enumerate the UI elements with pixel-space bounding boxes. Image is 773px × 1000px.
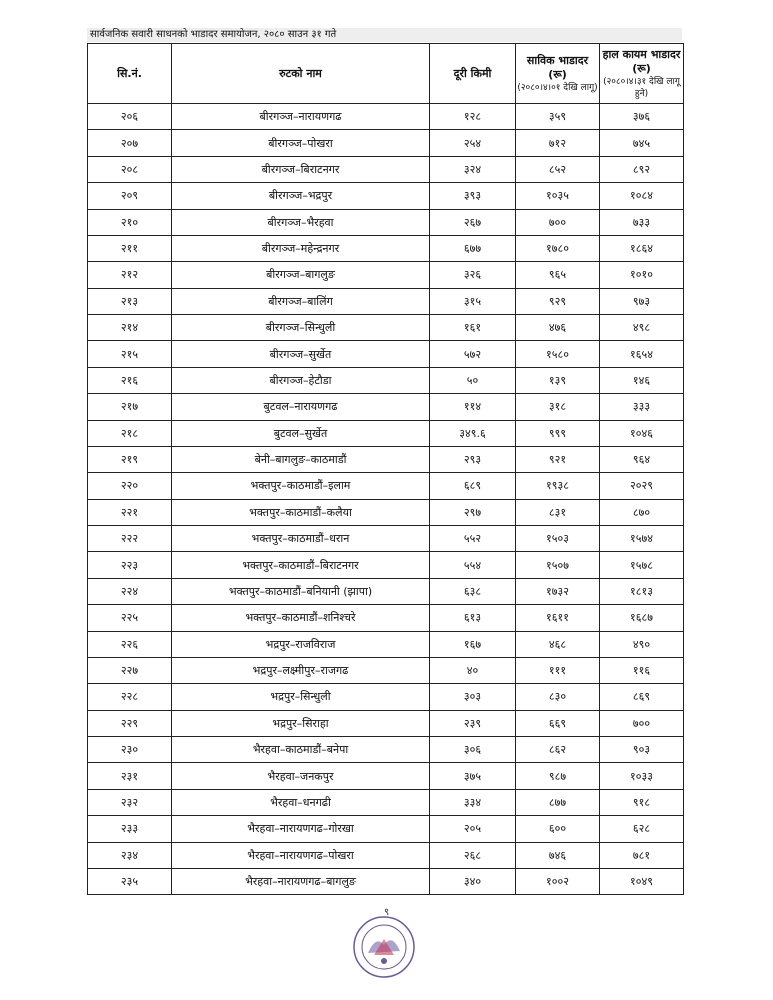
cell-route: भक्तपुर–काठमाडौं–इलाम (172, 473, 430, 499)
cell-sn: २३१ (88, 763, 172, 789)
table-row (88, 235, 684, 261)
cell-old-fare: ८७७ (516, 789, 600, 815)
table-row (88, 710, 684, 736)
cell-sn: २२३ (88, 552, 172, 578)
cell-distance: २३९ (430, 710, 516, 736)
cell-new-fare: १६५४ (600, 341, 684, 367)
table-row (88, 183, 684, 209)
cell-new-fare: ७०० (600, 710, 684, 736)
cell-new-fare: ११६ (600, 657, 684, 683)
cell-route: भैरहवा–नारायणगढ–पोखरा (172, 842, 430, 868)
header-sn: सि.नं. (88, 44, 172, 104)
cell-sn: २०६ (88, 104, 172, 130)
cell-sn: २१६ (88, 367, 172, 393)
cell-distance: २९३ (430, 446, 516, 472)
cell-old-fare: १५०७ (516, 552, 600, 578)
cell-route: बुटवल–सुर्खेत (172, 420, 430, 446)
table-row (88, 684, 684, 710)
cell-distance: २६७ (430, 209, 516, 235)
table-row (88, 420, 684, 446)
cell-old-fare: ३१८ (516, 394, 600, 420)
cell-new-fare: ४९० (600, 631, 684, 657)
cell-sn: २१५ (88, 341, 172, 367)
cell-old-fare: ९९९ (516, 420, 600, 446)
cell-route: भैरहवा–जनकपुर (172, 763, 430, 789)
cell-sn: २११ (88, 235, 172, 261)
cell-new-fare: ९६४ (600, 446, 684, 472)
cell-old-fare: १५८० (516, 341, 600, 367)
cell-old-fare: ३५९ (516, 104, 600, 130)
cell-sn: २२८ (88, 684, 172, 710)
cell-route: भक्तपुर–काठमाडौं–धरान (172, 526, 430, 552)
cell-route: बीरगञ्ज–हेटौडा (172, 367, 430, 393)
table-body (88, 104, 684, 895)
header-route: रुटको नाम (172, 44, 430, 104)
cell-new-fare: १५७४ (600, 526, 684, 552)
cell-route: बुटवल–नारायणगढ (172, 394, 430, 420)
cell-route: बीरगञ्ज–भद्रपुर (172, 183, 430, 209)
cell-route: भक्तपुर–काठमाडौं–शनिश्चरे (172, 605, 430, 631)
cell-distance: ५५२ (430, 526, 516, 552)
cell-old-fare: ९८७ (516, 763, 600, 789)
cell-sn: २१७ (88, 394, 172, 420)
cell-new-fare: ३७६ (600, 104, 684, 130)
cell-sn: २१२ (88, 262, 172, 288)
cell-route: बीरगञ्ज–बिराटनगर (172, 156, 430, 182)
cell-old-fare: १९३८ (516, 473, 600, 499)
cell-route: भद्रपुर–राजविराज (172, 631, 430, 657)
cell-old-fare: ८३० (516, 684, 600, 710)
cell-old-fare: ४६८ (516, 631, 600, 657)
cell-new-fare: १०३३ (600, 763, 684, 789)
cell-old-fare: ९२९ (516, 288, 600, 314)
cell-sn: २३२ (88, 789, 172, 815)
cell-new-fare: १०४९ (600, 868, 684, 894)
cell-new-fare: ९०३ (600, 737, 684, 763)
cell-new-fare: १५७८ (600, 552, 684, 578)
cell-new-fare: ७४५ (600, 130, 684, 156)
cell-old-fare: ६०० (516, 816, 600, 842)
table-header-row (88, 44, 684, 104)
table-row (88, 446, 684, 472)
cell-old-fare: १०३५ (516, 183, 600, 209)
cell-old-fare: ६६९ (516, 710, 600, 736)
cell-distance: ५५४ (430, 552, 516, 578)
table-row (88, 499, 684, 525)
cell-distance: ३७५ (430, 763, 516, 789)
cell-route: भक्तपुर–काठमाडौं–बनियानी (झापा) (172, 578, 430, 604)
cell-old-fare: ४७६ (516, 315, 600, 341)
table-row (88, 737, 684, 763)
table-row (88, 315, 684, 341)
cell-distance: २५४ (430, 130, 516, 156)
cell-new-fare: ९१८ (600, 789, 684, 815)
header-old-fare-note: (२०८०।४।०१ देखि लागू) (517, 82, 598, 93)
cell-sn: २१४ (88, 315, 172, 341)
cell-sn: २२९ (88, 710, 172, 736)
cell-sn: २०८ (88, 156, 172, 182)
cell-route: भद्रपुर–सिराहा (172, 710, 430, 736)
cell-distance: ६७७ (430, 235, 516, 261)
table-row (88, 341, 684, 367)
header-old-fare (516, 44, 600, 104)
cell-sn: २३५ (88, 868, 172, 894)
cell-distance: २०५ (430, 816, 516, 842)
cell-distance: ३०३ (430, 684, 516, 710)
cell-old-fare: १७३२ (516, 578, 600, 604)
cell-route: बीरगञ्ज–बालिंग (172, 288, 430, 314)
header-new-fare (600, 44, 684, 104)
page-number: ९ (384, 907, 390, 918)
cell-distance: ३४० (430, 868, 516, 894)
cell-distance: ५० (430, 367, 516, 393)
cell-distance: ४० (430, 657, 516, 683)
cell-old-fare: ७१२ (516, 130, 600, 156)
header-distance: दूरी किमी (430, 44, 516, 104)
cell-sn: २१९ (88, 446, 172, 472)
cell-sn: २२५ (88, 605, 172, 631)
table-row (88, 657, 684, 683)
cell-distance: ३१५ (430, 288, 516, 314)
table-row (88, 209, 684, 235)
cell-old-fare: ७४६ (516, 842, 600, 868)
cell-sn: २१८ (88, 420, 172, 446)
table-row (88, 605, 684, 631)
cell-sn: २३३ (88, 816, 172, 842)
cell-sn: २०७ (88, 130, 172, 156)
table-row (88, 526, 684, 552)
cell-route: भक्तपुर–काठमाडौं–बिराटनगर (172, 552, 430, 578)
cell-distance: १२८ (430, 104, 516, 130)
header-new-fare-note: (२०८०।४।३१ देखि लागू हुने) (603, 76, 680, 99)
cell-route: बीरगञ्ज–सिन्धुली (172, 315, 430, 341)
cell-sn: २०९ (88, 183, 172, 209)
cell-route: भक्तपुर–काठमाडौं–कलैया (172, 499, 430, 525)
cell-route: बीरगञ्ज–भैरहवा (172, 209, 430, 235)
cell-route: बीरगञ्ज–सुर्खेत (172, 341, 430, 367)
cell-sn: २२४ (88, 578, 172, 604)
fare-table (87, 43, 684, 895)
cell-new-fare: ८६९ (600, 684, 684, 710)
cell-distance: २६८ (430, 842, 516, 868)
cell-distance: ६८९ (430, 473, 516, 499)
cell-sn: २१० (88, 209, 172, 235)
cell-sn: २२० (88, 473, 172, 499)
header-old-fare-label: साविक भाडादर (रू) (526, 53, 589, 81)
cell-old-fare: १५०३ (516, 526, 600, 552)
table-row (88, 631, 684, 657)
cell-new-fare: २०२९ (600, 473, 684, 499)
cell-route: भद्रपुर–लक्ष्मीपुर–राजगढ (172, 657, 430, 683)
cell-old-fare: ८५२ (516, 156, 600, 182)
cell-route: बीरगञ्ज–बागलुङ (172, 262, 430, 288)
cell-new-fare: ९७३ (600, 288, 684, 314)
cell-distance: ५७२ (430, 341, 516, 367)
cell-old-fare: ९६५ (516, 262, 600, 288)
table-row (88, 816, 684, 842)
cell-new-fare: ३३३ (600, 394, 684, 420)
cell-distance: ३३४ (430, 789, 516, 815)
cell-sn: २२२ (88, 526, 172, 552)
table-row (88, 552, 684, 578)
table-row (88, 367, 684, 393)
cell-sn: २१३ (88, 288, 172, 314)
cell-sn: २३४ (88, 842, 172, 868)
cell-old-fare: ९२१ (516, 446, 600, 472)
cell-new-fare: १४६ (600, 367, 684, 393)
cell-sn: २२६ (88, 631, 172, 657)
cell-new-fare: १०४६ (600, 420, 684, 446)
cell-route: भैरहवा–काठमाडौं–बनेपा (172, 737, 430, 763)
cell-distance: ३२४ (430, 156, 516, 182)
cell-route: भैरहवा–धनगढी (172, 789, 430, 815)
table-row (88, 156, 684, 182)
cell-route: भद्रपुर–सिन्धुली (172, 684, 430, 710)
table-row (88, 868, 684, 894)
cell-new-fare: ७८१ (600, 842, 684, 868)
cell-old-fare: १११ (516, 657, 600, 683)
cell-new-fare: १०८४ (600, 183, 684, 209)
table-row (88, 288, 684, 314)
cell-new-fare: १८६४ (600, 235, 684, 261)
cell-old-fare: १६११ (516, 605, 600, 631)
cell-old-fare: १००२ (516, 868, 600, 894)
document-title: सार्वजनिक सवारी साधनको भाडादर समायोजन, २०८० साउन ३१ गते (87, 28, 682, 42)
cell-distance: ३४९.६ (430, 420, 516, 446)
table-row (88, 104, 684, 130)
cell-distance: १६१ (430, 315, 516, 341)
government-seal-icon (352, 915, 416, 979)
cell-new-fare: ६२८ (600, 816, 684, 842)
cell-new-fare: ४९८ (600, 315, 684, 341)
cell-sn: २२१ (88, 499, 172, 525)
cell-distance: ६१३ (430, 605, 516, 631)
table-row (88, 473, 684, 499)
table-row (88, 130, 684, 156)
header-new-fare-label: हाल कायम भाडादर (रू) (602, 47, 681, 75)
cell-old-fare: १३९ (516, 367, 600, 393)
cell-distance: १६७ (430, 631, 516, 657)
cell-distance: २९७ (430, 499, 516, 525)
table-row (88, 394, 684, 420)
cell-distance: ३९३ (430, 183, 516, 209)
cell-route: भैरहवा–नारायणगढ–बागलुङ (172, 868, 430, 894)
table-row (88, 262, 684, 288)
cell-distance: ३२६ (430, 262, 516, 288)
cell-old-fare: ८६२ (516, 737, 600, 763)
table-row (88, 763, 684, 789)
cell-sn: २२७ (88, 657, 172, 683)
cell-old-fare: ७०० (516, 209, 600, 235)
cell-new-fare: १०१० (600, 262, 684, 288)
cell-route: भैरहवा–नारायणगढ–गोरखा (172, 816, 430, 842)
cell-old-fare: १७८० (516, 235, 600, 261)
cell-new-fare: ७३३ (600, 209, 684, 235)
cell-distance: ११४ (430, 394, 516, 420)
cell-new-fare: १६८७ (600, 605, 684, 631)
cell-new-fare: ८७० (600, 499, 684, 525)
cell-distance: ३०६ (430, 737, 516, 763)
cell-new-fare: १८१३ (600, 578, 684, 604)
cell-route: बीरगञ्ज–पोखरा (172, 130, 430, 156)
table-row (88, 789, 684, 815)
cell-route: बीरगञ्ज–नारायणगढ (172, 104, 430, 130)
cell-route: बीरगञ्ज–महेन्द्रनगर (172, 235, 430, 261)
table-row (88, 842, 684, 868)
cell-distance: ६३८ (430, 578, 516, 604)
cell-sn: २३० (88, 737, 172, 763)
cell-route: बेनी–बागलुङ–काठमाडौं (172, 446, 430, 472)
cell-new-fare: ८९२ (600, 156, 684, 182)
cell-old-fare: ८३१ (516, 499, 600, 525)
table-row (88, 578, 684, 604)
